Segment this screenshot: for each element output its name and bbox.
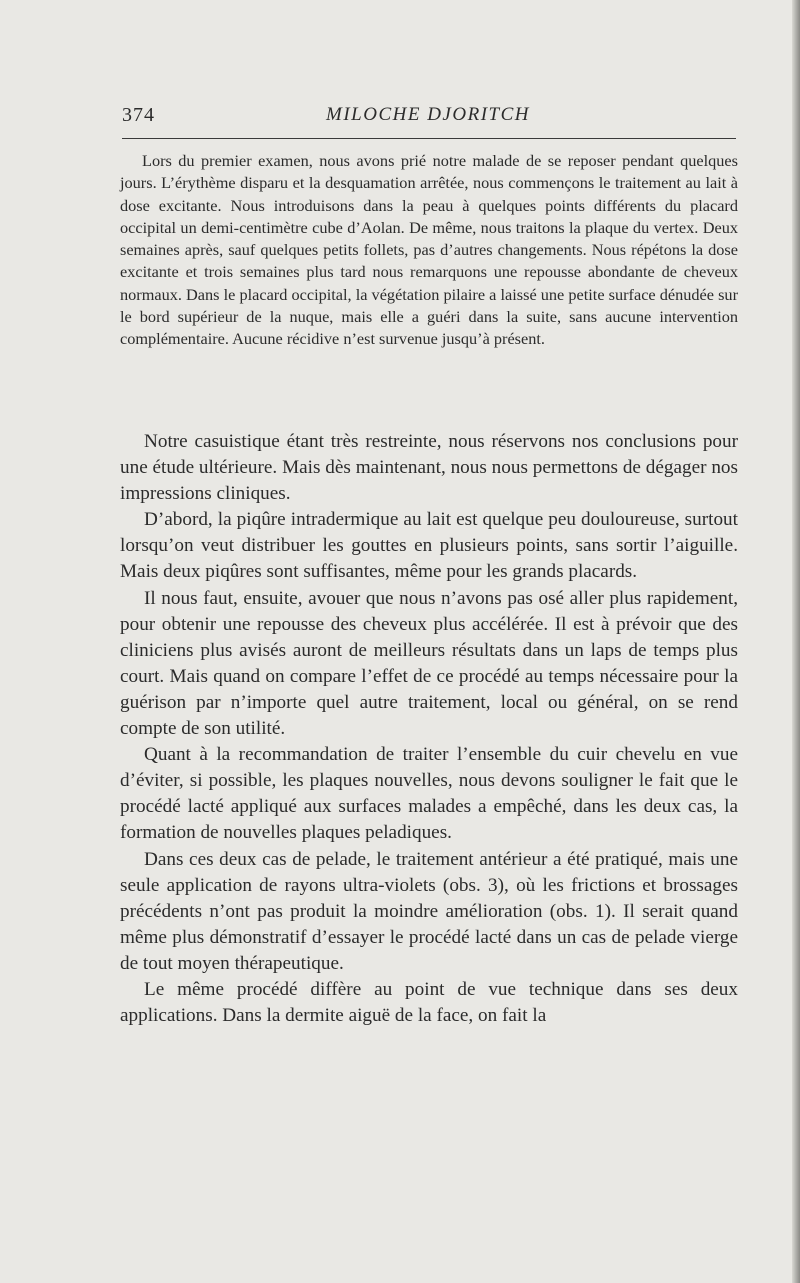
page-edge (792, 0, 800, 1283)
conclusions-text (120, 429, 738, 1029)
paragraph-pelade: Dans ces deux cas de pelade, le traitement antérieur a été pratiqué, mais une seule application de rayons ultra-violets (obs. 3), où les frictions et brossages précédents n’ont pas produit la moindre amélioration (obs. 1). Il serait quand même plus démonstratif d’essayer le procédé lacté dans un cas de pelade vierge de tout moyen thérapeutique. (120, 848, 738, 974)
paragraph-recommandation: Quant à la recommandation de traiter l’ensemble du cuir chevelu en vue d’éviter, si possible, les plaques nouvelles, nous devons souligner le fait que le procédé lacté appliqué aux surfaces malades a empêché, dans les deux cas, la formation de nouvelles plaques peladiques. (120, 744, 738, 844)
page-header (120, 100, 736, 134)
header-rule (122, 138, 736, 139)
page-number: 374 (122, 104, 155, 126)
case-report-paragraph: Lors du premier examen, nous avons prié notre malade de se reposer pendant quelques jours. L’érythème disparu et la desquamation arrêtée, nous commençons le traitement au lait à dose excitante. Nous introduisons dans la peau à quelques points différents du placard occipital un demi-centimètre cube d’Aolan. De même, nous traitons la plaque du vertex. Deux semaines après, sauf quelques petits follets, pas d’autres changements. Nous répétons la dose excitante et trois semaines plus tard nous remarquons une repousse abondante de cheveux normaux. Dans le placard occipital, la végétation pilaire a laissé une petite surface dénudée sur le bord supérieur de la nuque, mais elle a guéri dans la suite, sans aucune intervention complémentaire. Aucune récidive n’est survenue jusqu’à présent. (120, 151, 738, 349)
paragraph-piqure: D’abord, la piqûre intradermique au lait est quelque peu douloureuse, surtout lorsqu’on veut distribuer les gouttes en plusieurs points, sans sortir l’aiguille. Mais deux piqûres sont suffisantes, même pour les grands placards. (120, 509, 738, 583)
case-report-text (120, 150, 738, 351)
paragraph-repousse: Il nous faut, ensuite, avouer que nous n’avons pas osé aller plus rapidement, pour obtenir une repousse des cheveux plus accélérée. Il est à prévoir que des cliniciens plus avisés auront de meilleurs résultats dans un laps de temps plus court. Mais quand on compare l’effet de ce procédé au temps nécessaire pour la guérison par n’importe quel autre traitement, local ou général, on se rend compte de son utilité. (120, 587, 738, 740)
paragraph-procede: Le même procédé diffère au point de vue technique dans ses deux applications. Dans la dermite aiguë de la face, on fait la (120, 978, 738, 1027)
running-title: MILOCHE DJORITCH (326, 104, 530, 125)
paragraph-casuistique: Notre casuistique étant très restreinte, nous réservons nos conclusions pour une étude ultérieure. Mais dès maintenant, nous nous permettons de dégager nos impressions cliniques. (120, 431, 738, 505)
